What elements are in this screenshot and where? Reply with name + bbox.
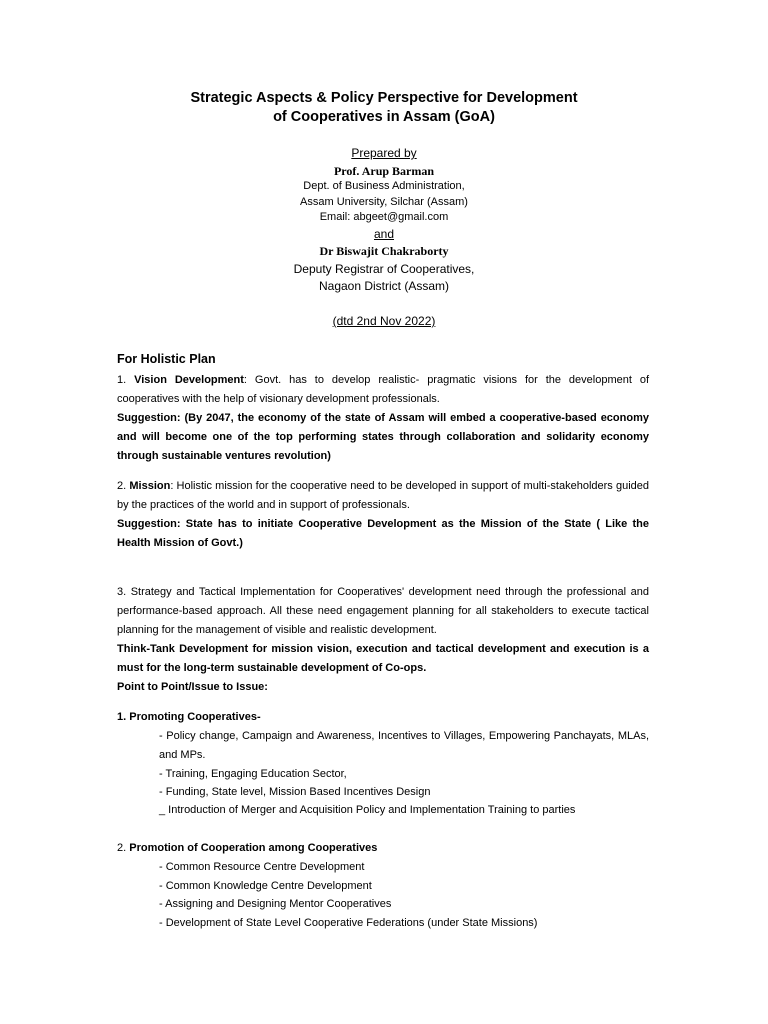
strategy-paragraph <box>117 583 649 697</box>
mission-label: Mission <box>129 480 171 492</box>
mission-paragraph <box>117 477 649 553</box>
list-item: - Assigning and Designing Mentor Cooperatives <box>159 898 392 910</box>
list-item: - Common Knowledge Centre Development <box>159 880 372 892</box>
vision-text: : Govt. has to develop realistic- pragmatic visions for the development of cooperatives with the help of visionary development professionals. <box>117 374 650 405</box>
document-title-line2: of Cooperatives in Assam (GoA) <box>273 109 495 125</box>
holistic-plan-heading: For Holistic Plan <box>117 352 216 366</box>
list-item: _ Introduction of Merger and Acquisition Policy and Implementation Training to parties <box>159 804 576 816</box>
vision-paragraph <box>117 371 649 466</box>
document-title-line1: Strategic Aspects & Policy Perspective for Development <box>190 90 578 106</box>
think-tank-text: Think-Tank Development for mission vision, execution and tactical development and execution is a must for the long-term sustainable development of Co-ops. <box>117 643 649 674</box>
author1-name: Prof. Arup Barman <box>333 164 435 178</box>
list-item: - Common Resource Centre Development <box>159 861 365 873</box>
author2-name: Dr Biswajit Chakraborty <box>319 244 449 258</box>
point-to-point-label: Point to Point/Issue to Issue: <box>117 681 268 693</box>
author2-place: Nagaon District (Assam) <box>318 279 450 293</box>
cooperation-heading <box>117 839 649 858</box>
author1-university: Assam University, Silchar (Assam) <box>300 196 468 208</box>
vision-label: Vision Development <box>134 374 244 386</box>
vision-number: 1. <box>117 374 135 386</box>
list-item: - Development of State Level Cooperative Federations (under State Missions) <box>159 917 538 929</box>
mission-number: 2. <box>117 480 130 492</box>
vision-suggestion: Suggestion: (By 2047, the economy of the state of Assam will embed a cooperative-based economy and will become one of the top performing states through collaboration and solidarity economy through sustainable ventures revolution) <box>117 412 649 462</box>
author1-dept: Dept. of Business Administration, <box>303 180 465 192</box>
author1-email: Email: abgeet@gmail.com <box>319 211 449 223</box>
mission-text: : Holistic mission for the cooperative need to be developed in support of multi-stakeholders guided by the practices of the world and in support of professionals. <box>117 480 649 511</box>
list-item: - Funding, State level, Mission Based Incentives Design <box>159 786 431 798</box>
and-separator: and <box>373 227 395 241</box>
author2-role: Deputy Registrar of Cooperatives, <box>293 262 475 276</box>
mission-suggestion: Suggestion: State has to initiate Cooperative Development as the Mission of the State ( Like the Health Mission of Govt.) <box>117 518 649 549</box>
list-item: - Training, Engaging Education Sector, <box>159 768 347 780</box>
cooperation-number: 2. <box>117 842 130 854</box>
list-item: - Policy change, Campaign and Awareness, Incentives to Villages, Empowering Panchayats, MLAs, and MPs. <box>159 730 649 761</box>
strategy-text: 3. Strategy and Tactical Implementation for Cooperatives' development need through the professional and performance-based approach. All these need engagement planning for all stakeholders to execute tactical planning for the management of visible and realistic development. <box>117 586 649 636</box>
prepared-by: Prepared by <box>351 146 417 160</box>
document-date: (dtd 2nd Nov 2022) <box>332 314 436 328</box>
promoting-heading: 1. Promoting Cooperatives- <box>117 711 261 723</box>
cooperation-title: Promotion of Cooperation among Cooperatives <box>129 842 378 854</box>
